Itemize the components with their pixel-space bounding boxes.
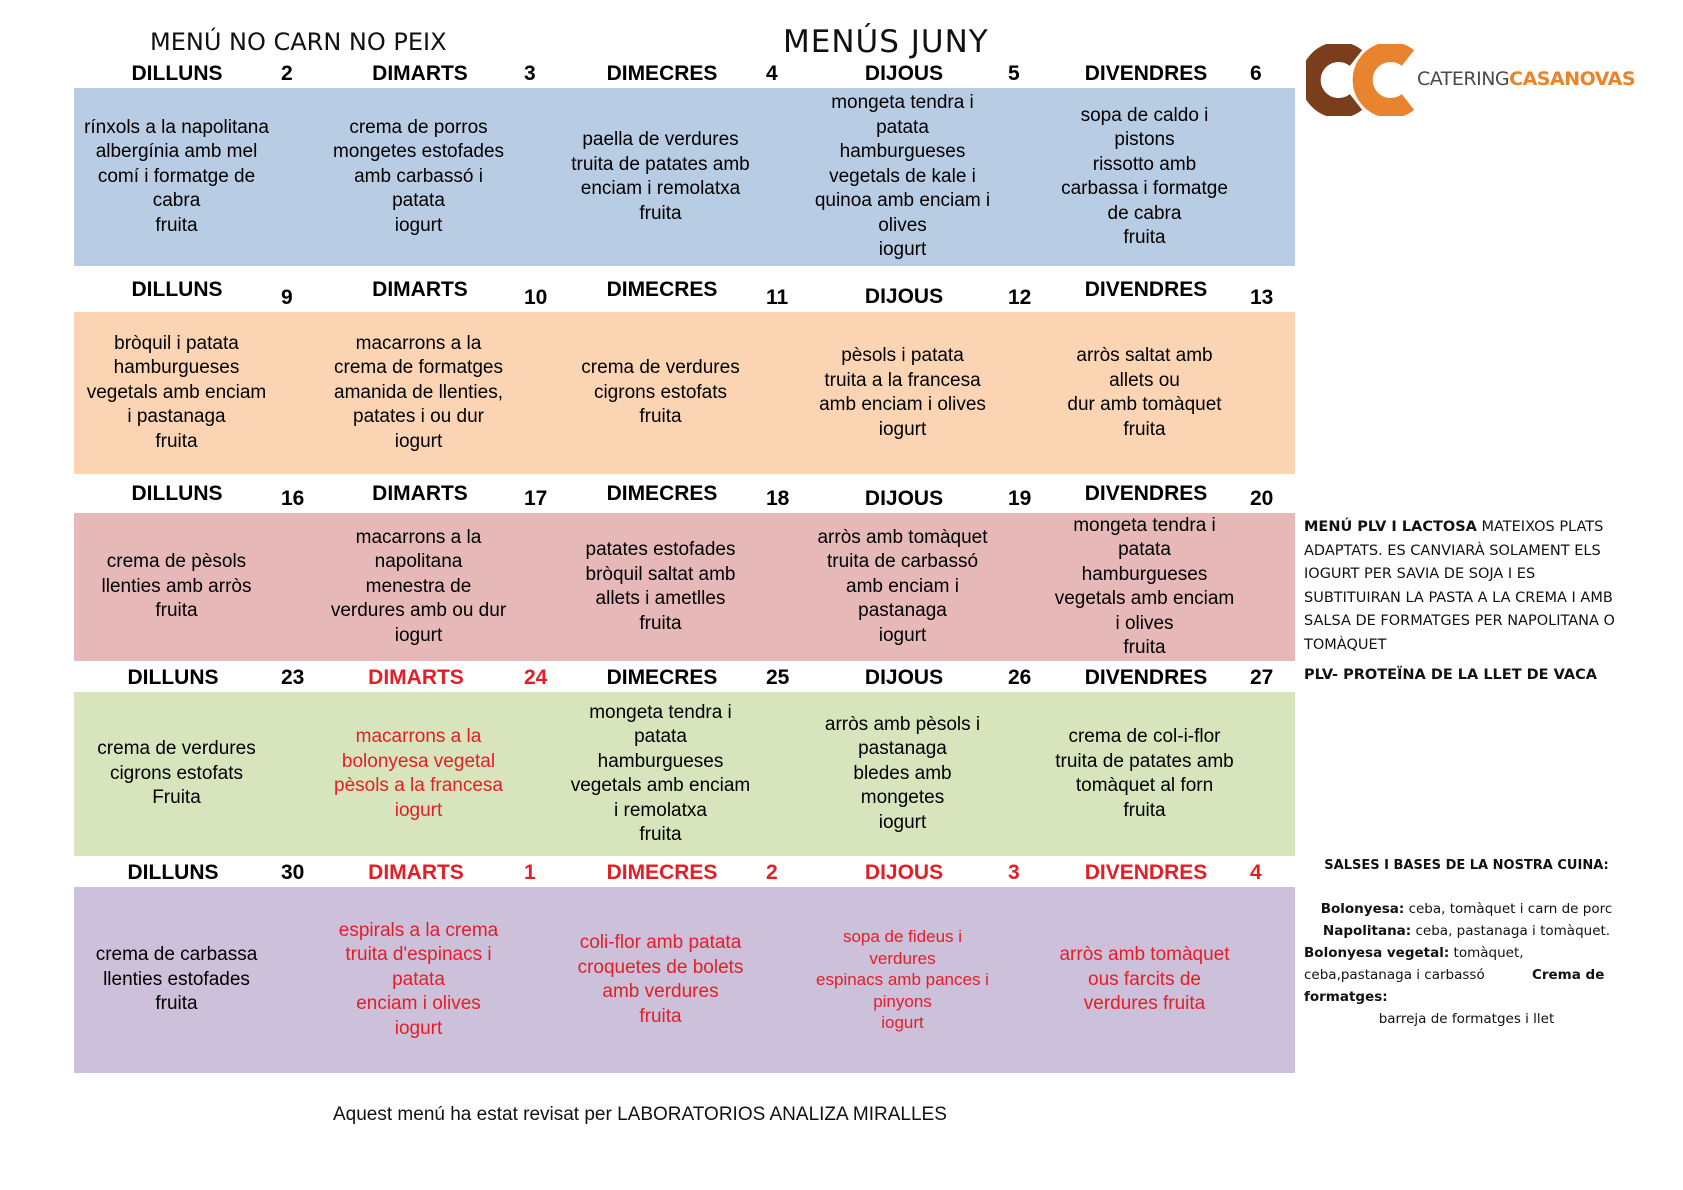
- menu-subtitle: MENÚ NO CARN NO PEIX: [150, 28, 447, 56]
- day-name: DIVENDRES: [1084, 482, 1208, 505]
- day-number: 3: [1008, 861, 1020, 884]
- menu-cell: sopa de caldo i pistons rissotto amb carbassa i formatge de cabra fruita: [1061, 104, 1228, 248]
- day-number: 9: [281, 286, 293, 309]
- day-number: 5: [1008, 62, 1020, 85]
- menu-cell: espirals a la crema truita d'espinacs i patata enciam i olives iogurt: [338, 919, 499, 1039]
- day-number: 1: [524, 861, 536, 884]
- sauces-title: SALSES I BASES DE LA NOSTRA CUINA:: [1324, 858, 1609, 873]
- menu-cell: mongeta tendra i patata hamburgueses vegetals amb enciam i olives fruita: [1054, 514, 1235, 658]
- day-number: 30: [281, 861, 305, 884]
- week-1-menu: [74, 88, 1295, 266]
- week-4-menu: [74, 692, 1295, 856]
- plv-definition: PLV- PROTEÏNA DE LA LLET DE VACA: [1304, 667, 1597, 683]
- menu-cell: coli-flor amb patata croquetes de bolets amb verdures fruita: [577, 932, 744, 1027]
- menu-cell: sopa de fideus i verdures espinacs amb pances i pinyons iogurt: [816, 927, 989, 1033]
- day-name: DIMARTS: [372, 62, 468, 85]
- day-name: DIJOUS: [864, 285, 944, 308]
- day-name: DIMECRES: [606, 666, 718, 689]
- week-2-menu: [74, 312, 1295, 474]
- day-number: 12: [1008, 286, 1032, 309]
- day-name: DIVENDRES: [1084, 278, 1208, 301]
- menu-cell: crema de verdures cigrons estofats fruita: [581, 357, 740, 428]
- day-number: 4: [1250, 861, 1262, 884]
- day-number: 26: [1008, 666, 1032, 689]
- menu-cell: paella de verdures truita de patates amb enciam i remolatxa fruita: [571, 129, 750, 224]
- day-number: 3: [524, 62, 536, 85]
- menu-cell: macarrons a la bolonyesa vegetal pèsols a la francesa iogurt: [334, 726, 503, 821]
- day-number: 20: [1250, 487, 1274, 510]
- day-name: DIVENDRES: [1084, 62, 1208, 85]
- day-number: 11: [766, 286, 789, 309]
- day-number: 2: [281, 62, 293, 85]
- day-name: DIVENDRES: [1084, 861, 1208, 884]
- day-name: DIMARTS: [368, 861, 464, 884]
- day-name: DIMECRES: [606, 861, 718, 884]
- day-name: DIJOUS: [864, 487, 944, 510]
- day-number: 24: [524, 666, 548, 689]
- menu-cell: mongeta tendra i patata hamburgueses vegetals de kale i quinoa amb enciam i olives iogurt: [814, 92, 991, 261]
- menu-cell: crema de carbassa llenties estofades fruita: [95, 944, 258, 1015]
- page-title: MENÚS JUNY: [783, 24, 989, 60]
- week-3-menu: [74, 513, 1295, 661]
- menu-cell: crema de col-i-flor truita de patates amb tomàquet al forn fruita: [1055, 726, 1234, 821]
- day-number: 17: [524, 487, 548, 510]
- day-name: DILLUNS: [131, 482, 223, 505]
- day-number: 19: [1008, 487, 1032, 510]
- day-number: 23: [281, 666, 305, 689]
- day-number: 18: [766, 487, 790, 510]
- menu-cell: macarrons a la crema de formatges amanida de llenties, patates i ou dur iogurt: [334, 332, 503, 452]
- menu-cell: crema de pèsols llenties amb arròs fruita: [101, 551, 252, 622]
- day-name: DIMARTS: [372, 482, 468, 505]
- menu-cell: mongeta tendra i patata hamburgueses vegetals amb enciam i remolatxa fruita: [570, 701, 751, 845]
- menu-cell: arròs saltat amb allets ou dur amb tomàquet fruita: [1067, 345, 1222, 440]
- day-number: 2: [766, 861, 778, 884]
- menu-cell: arròs amb tomàquet truita de carbassó amb enciam i pastanaga iogurt: [817, 526, 988, 646]
- day-name: DILLUNS: [127, 861, 219, 884]
- day-number: 13: [1250, 286, 1274, 309]
- day-name: DIMECRES: [606, 278, 718, 301]
- day-name: DILLUNS: [131, 278, 223, 301]
- day-number: 16: [281, 487, 305, 510]
- day-name: DIMARTS: [372, 278, 468, 301]
- logo-mark-icon: [1306, 44, 1416, 116]
- day-number: 25: [766, 666, 790, 689]
- menu-cell: arròs amb pèsols i pastanaga bledes amb mongetes iogurt: [824, 713, 981, 833]
- day-number: 10: [524, 286, 548, 309]
- sauces-list: Bolonyesa: ceba, tomàquet i carn de porc Napolitana: ceba, pastanaga i tomàquet. Bolonyesa vegetal: tomàquet, ceba,pastanaga i carbassó Crema de formatges: barreja de formatges i llet: [1304, 901, 1613, 1027]
- day-name: DIJOUS: [864, 861, 944, 884]
- menu-cell: crema de porros mongetes estofades amb carbassó i patata iogurt: [332, 116, 505, 236]
- menu-cell: arròs amb tomàquet ous farcits de verdures fruita: [1059, 944, 1230, 1015]
- menu-cell: crema de verdures cigrons estofats Fruita: [97, 738, 256, 809]
- day-name: DILLUNS: [127, 666, 219, 689]
- menu-cell: pèsols i patata truita a la francesa amb enciam i olives iogurt: [819, 345, 986, 440]
- sauces-section: [1304, 855, 1629, 877]
- day-name: DIMECRES: [606, 62, 718, 85]
- menu-cell: patates estofades bròquil saltat amb allets i ametlles fruita: [585, 539, 736, 634]
- day-name: DIMARTS: [368, 666, 464, 689]
- day-name: DIVENDRES: [1084, 666, 1208, 689]
- menu-cell: macarrons a la napolitana menestra de verdures amb ou dur iogurt: [330, 526, 507, 646]
- footer-note: Aquest menú ha estat revisat per LABORATORIOS ANALIZA MIRALLES: [333, 1104, 947, 1125]
- brand-light: CATERING: [1417, 68, 1510, 90]
- brand-strong: CASANOVAS: [1509, 68, 1636, 90]
- week-5-menu: [74, 887, 1295, 1073]
- day-name: DILLUNS: [131, 62, 223, 85]
- day-number: 4: [766, 62, 778, 85]
- day-name: DIMECRES: [606, 482, 718, 505]
- menu-cell: rínxols a la napolitana albergínia amb mel comí i formatge de cabra fruita: [84, 116, 269, 236]
- day-number: 6: [1250, 62, 1262, 85]
- menu-cell: bròquil i patata hamburgueses vegetals amb enciam i pastanaga fruita: [86, 332, 267, 452]
- day-number: 27: [1250, 666, 1274, 689]
- plv-lactose-note: MENÚ PLV I LACTOSA MATEIXOS PLATS ADAPTATS. ES CANVIARÀ SOLAMENT ELS IOGURT PER SAVIA DE SOJA I ES SUBTITUIRAN LA PASTA A LA CREMA I AMB SALSA DE FORMATGES PER NAPOLITANA O TOMÀQUET: [1304, 519, 1615, 653]
- brand-name: [1417, 68, 1635, 90]
- day-name: DIJOUS: [864, 62, 944, 85]
- day-name: DIJOUS: [864, 666, 944, 689]
